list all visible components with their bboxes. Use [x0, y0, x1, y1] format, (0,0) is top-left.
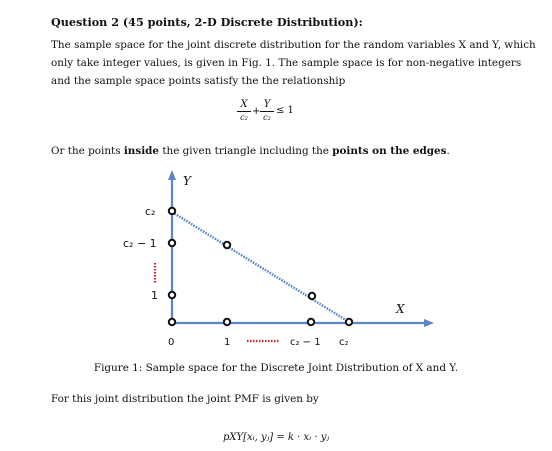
relation-le-one: ≤ 1 — [276, 105, 294, 116]
x-axis-label: X — [396, 302, 405, 316]
x-tick-c2-minus-1: c₂ − 1 — [290, 337, 321, 348]
y-axis-arrow — [168, 170, 176, 180]
point-0-c2 — [169, 208, 175, 214]
point-1-0 — [224, 319, 230, 325]
intro-line-1: The sample space for the joint discrete distribution for the random variables X and Y, which — [51, 39, 536, 51]
point-c2-minus-1-0 — [308, 319, 314, 325]
triangle-edge — [172, 212, 349, 322]
plus-sign: + — [252, 106, 261, 117]
point-1-c2-minus-1 — [224, 242, 230, 248]
intro-line-2: only take integer values, is given in Fig. 1. The sample space is for non-negative integers — [51, 57, 522, 69]
point-0-0 — [169, 319, 175, 325]
fraction-x-over-c2: X c₂ — [237, 99, 251, 122]
intro-line-3: and the sample space points satisfy the the relationship — [51, 75, 346, 87]
y-axis-label: Y — [183, 174, 191, 188]
y-tick-c2-minus-1: c₂ − 1 — [123, 237, 157, 250]
point-0-c2-minus-1 — [169, 240, 175, 246]
point-c2-0 — [346, 319, 352, 325]
fraction-y-over-c2: Y c₂ — [260, 99, 274, 122]
x-tick-c2: c₂ — [339, 337, 349, 348]
point-0-1 — [169, 292, 175, 298]
y-tick-c2: c₂ — [145, 205, 156, 218]
x-tick-1: 1 — [224, 337, 231, 348]
question-title: Question 2 (45 points, 2-D Discrete Distribution): — [51, 15, 363, 29]
point-c2-minus-1-1 — [309, 293, 315, 299]
x-tick-0: 0 — [168, 337, 175, 348]
pmf-formula: pXY[xᵢ, yⱼ] = k · xᵢ · yⱼ — [222, 432, 330, 443]
y-tick-1: 1 — [151, 289, 158, 302]
pmf-intro: For this joint distribution the joint PMF is given by — [51, 393, 319, 405]
or-line: Or the points inside the given triangle including the points on the edges. — [51, 145, 450, 157]
figure-caption: Figure 1: Sample space for the Discrete Joint Distribution of X and Y. — [93, 362, 459, 374]
x-axis-arrow — [424, 319, 434, 327]
